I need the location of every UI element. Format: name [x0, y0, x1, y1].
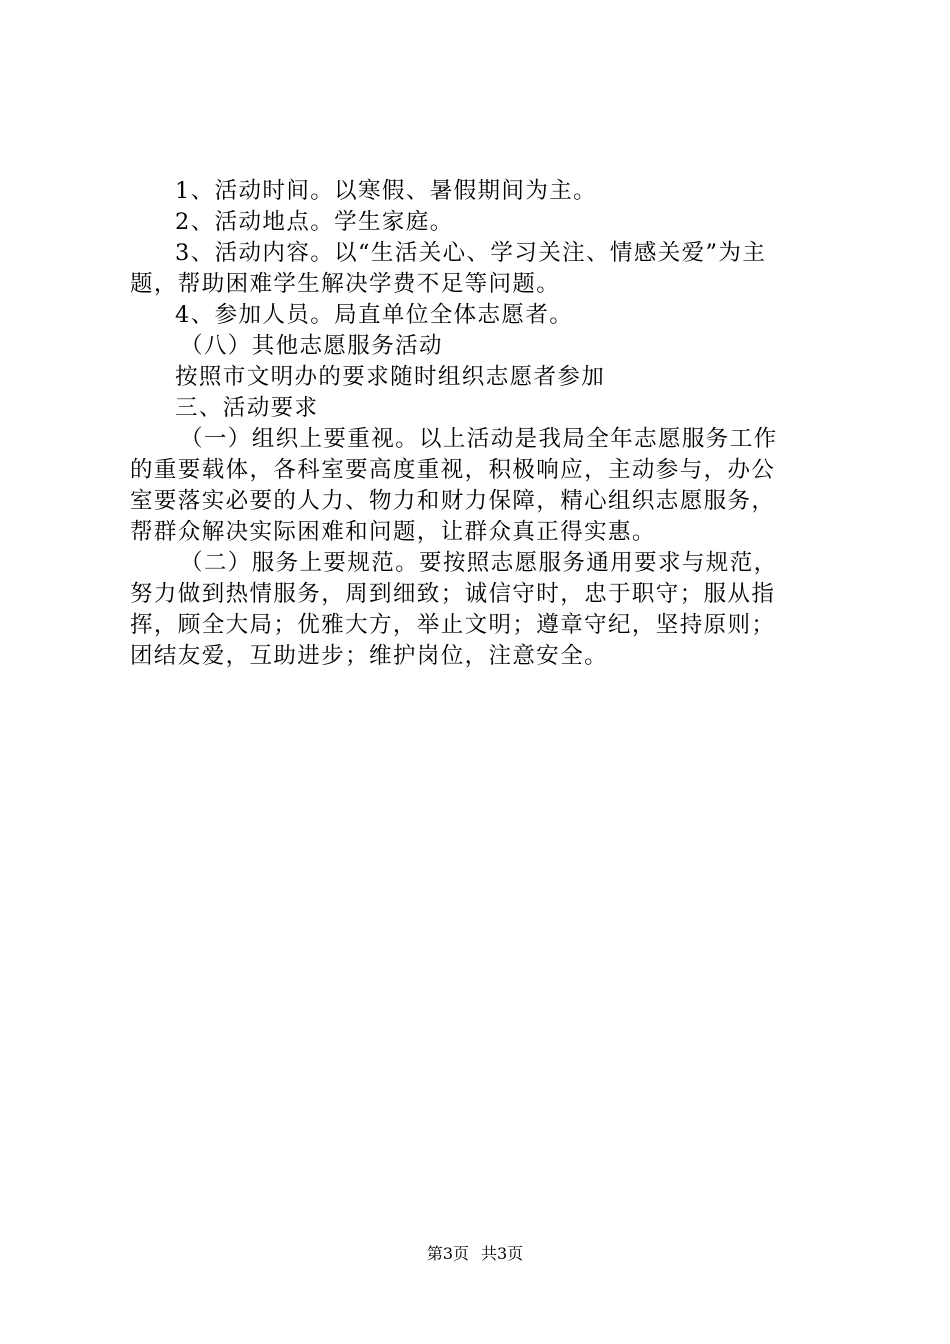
document-body [130, 176, 830, 672]
paragraph-line: 团结友爱，互助进步；维护岗位，注意安全。 [130, 643, 609, 669]
page-footer [0, 1243, 950, 1265]
page-number-current: 第3页 [426, 1244, 469, 1263]
paragraph-line: 4、参加人员。局直单位全体志愿者。 [175, 302, 574, 328]
paragraph-line: 按照市文明办的要求随时组织志愿者参加 [175, 364, 606, 390]
page-number-total: 共3页 [481, 1244, 524, 1263]
paragraph-line: （一）组织上要重视。以上活动是我局全年志愿服务工作 [180, 426, 778, 452]
paragraph-line: 帮群众解决实际困难和问题，让群众真正得实惠。 [130, 519, 656, 545]
paragraph-line: 努力做到热情服务，周到细致；诚信守时，忠于职守；服从指 [130, 581, 776, 607]
section-heading: （八）其他志愿服务活动 [180, 333, 443, 359]
paragraph-line: （二）服务上要规范。要按照志愿服务通用要求与规范， [180, 550, 778, 576]
paragraph-line: 题，帮助困难学生解决学费不足等问题。 [130, 271, 561, 297]
paragraph-line: 的重要载体，各科室要高度重视，积极响应，主动参与，办公 [130, 457, 776, 483]
paragraph-line: 1、活动时间。以寒假、暑假期间为主。 [175, 178, 598, 204]
section-heading: 三、活动要求 [175, 395, 319, 421]
paragraph-line: 3、活动内容。以“生活关心、学习关注、情感关爱”为主 [175, 240, 767, 266]
paragraph-line: 挥，顾全大局；优雅大方，举止文明；遵章守纪，坚持原则； [130, 612, 776, 638]
paragraph-line: 室要落实必要的人力、物力和财力保障，精心组织志愿服务， [130, 488, 776, 514]
paragraph-line: 2、活动地点。学生家庭。 [175, 209, 454, 235]
